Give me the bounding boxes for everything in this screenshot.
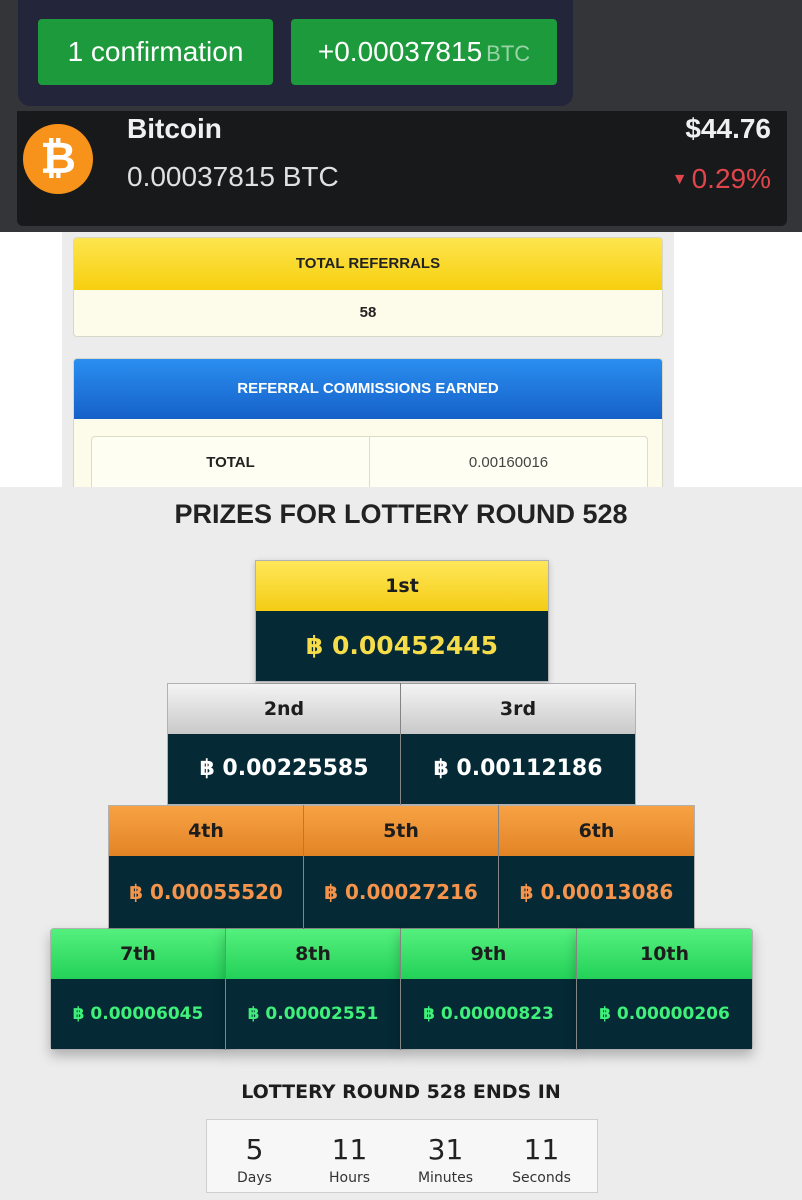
referrals-section bbox=[0, 232, 802, 487]
prize-amount: ฿ 0.00000823 bbox=[401, 979, 576, 1049]
down-arrow-icon: ▼ bbox=[671, 171, 688, 188]
countdown-hours bbox=[302, 1120, 397, 1186]
prize-2nd bbox=[167, 683, 401, 805]
countdown-seconds bbox=[494, 1120, 589, 1186]
countdown-label: Hours bbox=[328, 1170, 370, 1186]
prize-10th bbox=[576, 928, 753, 1050]
countdown-title: LOTTERY ROUND 528 ENDS IN bbox=[241, 1081, 561, 1103]
prize-amount: ฿ 0.00002551 bbox=[226, 979, 400, 1049]
prize-8th bbox=[225, 928, 401, 1050]
price-change bbox=[672, 163, 771, 195]
prize-place: 10th bbox=[577, 929, 752, 979]
coin-amount: 0.00037815 BTC bbox=[127, 161, 339, 192]
commissions-table-row bbox=[91, 436, 648, 487]
confirmation-label: 1 confirmation bbox=[67, 36, 244, 67]
confirmation-badge[interactable] bbox=[38, 19, 273, 85]
countdown-minutes bbox=[398, 1120, 493, 1186]
received-amount-unit: BTC bbox=[486, 41, 531, 66]
prize-amount: ฿ 0.00027216 bbox=[304, 856, 498, 928]
commissions-total-value: 0.00160016 bbox=[468, 454, 549, 471]
countdown-value: 5 bbox=[245, 1133, 264, 1166]
countdown-label: Minutes bbox=[417, 1170, 474, 1186]
prize-place: 4th bbox=[109, 806, 303, 856]
total-referrals-value: 58 bbox=[359, 304, 377, 321]
lottery-title: PRIZES FOR LOTTERY ROUND 528 bbox=[174, 499, 628, 529]
prize-amount: ฿ 0.00000206 bbox=[577, 979, 752, 1049]
coin-usd-value: $44.76 bbox=[685, 113, 771, 144]
prize-place: 9th bbox=[401, 929, 576, 979]
received-amount-badge[interactable] bbox=[291, 19, 557, 85]
countdown-value: 11 bbox=[523, 1133, 560, 1166]
countdown-value: 31 bbox=[427, 1133, 464, 1166]
commissions-total-label: TOTAL bbox=[92, 437, 370, 487]
prize-6th bbox=[498, 805, 695, 929]
referral-commissions-header: REFERRAL COMMISSIONS EARNED bbox=[74, 359, 662, 419]
coin-name: Bitcoin bbox=[127, 113, 222, 144]
countdown-label: Seconds bbox=[512, 1170, 571, 1186]
prize-amount: ฿ 0.00225585 bbox=[168, 734, 400, 804]
prize-amount: ฿ 0.00112186 bbox=[401, 734, 635, 804]
total-referrals-header: TOTAL REFERRALS bbox=[74, 238, 662, 290]
lottery-section bbox=[0, 487, 802, 1200]
total-referrals-card bbox=[73, 237, 663, 337]
price-change-value: 0.29% bbox=[691, 163, 771, 194]
received-amount: +0.00037815 bbox=[317, 36, 483, 67]
prize-amount: ฿ 0.00055520 bbox=[109, 856, 303, 928]
countdown-label: Days bbox=[237, 1170, 272, 1186]
prize-place: 7th bbox=[51, 929, 225, 979]
countdown-value: 11 bbox=[331, 1133, 368, 1166]
prize-5th bbox=[303, 805, 499, 929]
prize-1st bbox=[255, 560, 549, 682]
countdown-days bbox=[207, 1120, 302, 1186]
prize-9th bbox=[400, 928, 577, 1050]
prize-3rd bbox=[400, 683, 636, 805]
prize-amount: ฿ 0.00006045 bbox=[51, 979, 225, 1049]
prize-4th bbox=[108, 805, 304, 929]
prize-place: 2nd bbox=[168, 684, 400, 734]
prize-place: 6th bbox=[499, 806, 694, 856]
prize-place: 8th bbox=[226, 929, 400, 979]
prize-place: 3rd bbox=[401, 684, 635, 734]
prize-place: 1st bbox=[256, 561, 548, 611]
countdown-timer bbox=[206, 1119, 598, 1193]
coin-balance-row[interactable] bbox=[17, 111, 787, 226]
confirmation-panel bbox=[18, 0, 573, 106]
wallet-transaction-section bbox=[0, 0, 802, 232]
bitcoin-icon: ₿ bbox=[23, 124, 93, 194]
prize-amount: ฿ 0.00013086 bbox=[499, 856, 694, 928]
prize-7th bbox=[50, 928, 226, 1050]
prize-place: 5th bbox=[304, 806, 498, 856]
prize-amount: ฿ 0.00452445 bbox=[256, 611, 548, 681]
referral-commissions-card bbox=[73, 358, 663, 487]
